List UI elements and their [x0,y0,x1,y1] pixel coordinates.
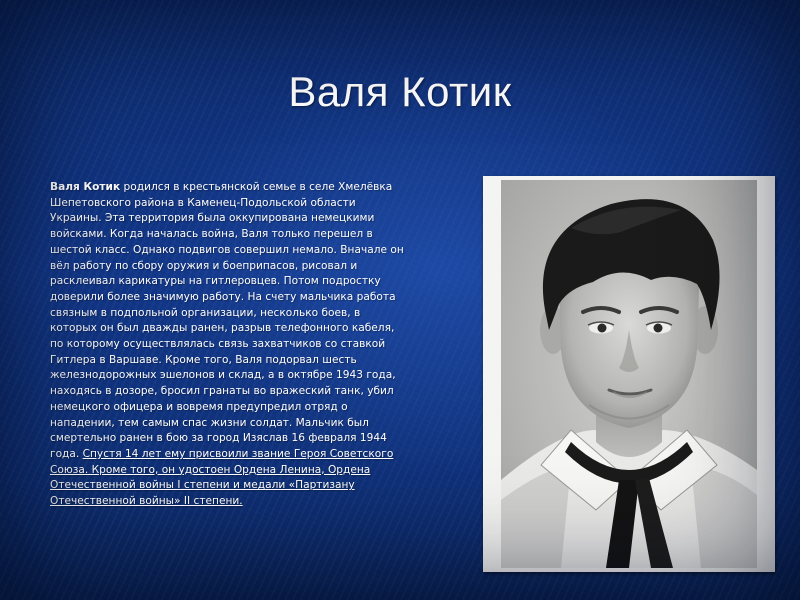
biography-text [50,180,410,510]
portrait-photo-frame [483,176,775,572]
portrait-photo [501,180,757,568]
awards-link[interactable]: Спустя 14 лет ему присвоили звание Героя Советского Союза. Кроме того, он удостоен Ордена Ленина, Ордена Отечественной войны I степени и медали «Партизану Отечественной войны» II степени. [50,447,394,508]
slide-title: Валя Котик [288,68,512,115]
hero-name: Валя Котик [50,181,121,193]
biography-paragraph: родился в крестьянской семье в селе Хмелёвка Шепетовского района в Каменец-Подольской области Украины. Эта территория была оккупирована немецкими войсками. Когда началась война, Валя только перешел в шестой класс. Однако подвигов совершил немало. Вначале он вёл работу по сбору оружия и боеприпасов, рисовал и расклеивал карикатуры на гитлеровцев. Потом подростку доверили более значимую работу. На счету мальчика работа связным в подпольной организации, несколько боев, в которых он был дважды ранен, разрыв телефонного кабеля, по которому осуществлялась связь захватчиков со ставкой Гитлера в Варшаве. Кроме того, Валя подорвал шесть железнодорожных эшелонов и склад, а в октябре 1943 года, находясь в дозоре, бросил гранаты во вражеский танк, убил немецкого офицера и вовремя предупредил отряд о нападении, тем самым спас жизни солдат. Мальчик был смертельно ранен в бою за город Изяслав 16 февраля 1944 года. [50,181,404,460]
